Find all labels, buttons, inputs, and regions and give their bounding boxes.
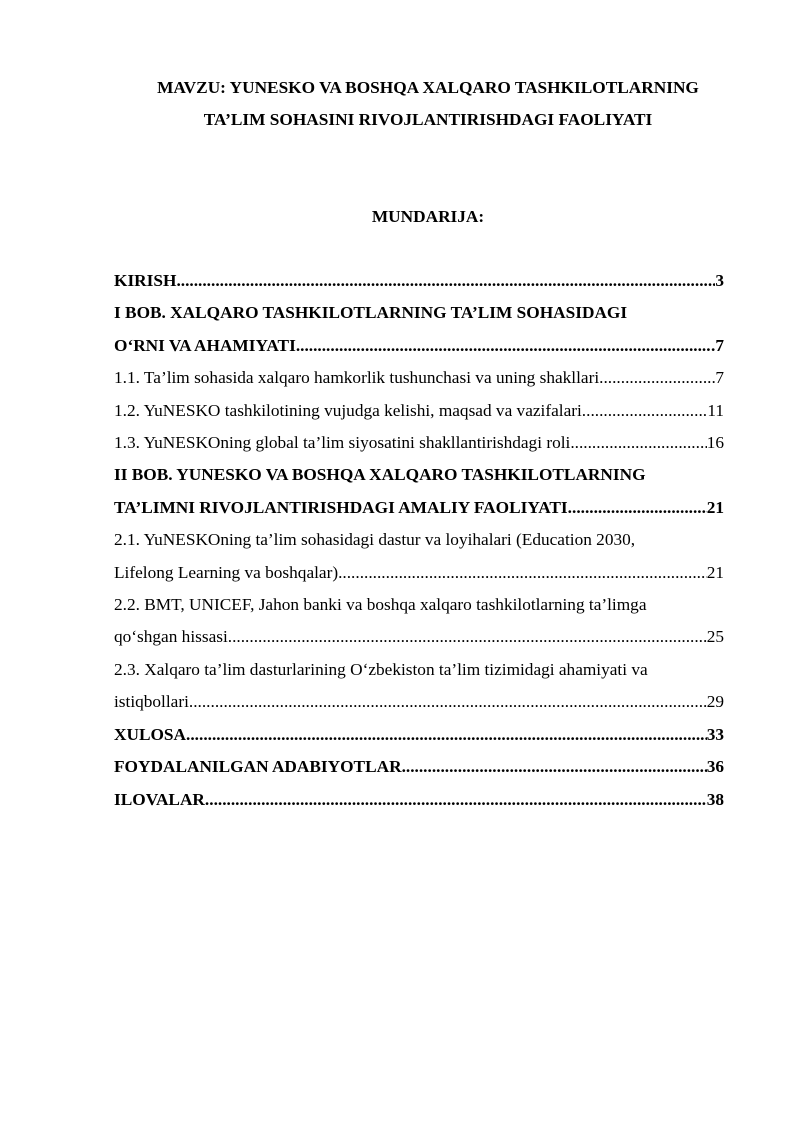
toc-page-number: .7 [711,335,724,355]
toc-page-number: 21 [706,497,724,517]
toc-entry-title-continued: O‘RNI VA AHAMIYATI [114,335,296,355]
toc-heading: MUNDARIJA: [371,207,485,226]
toc-leader-dots [228,621,707,653]
toc-entry-2-3[interactable] [114,654,724,719]
toc-leader-dots [338,557,707,589]
toc-entry-title: 2.2. BMT, UNICEF, Jahon banki va boshqa xalqaro tashkilotlarning ta’limga [114,595,647,615]
toc-entry-title: 1.2. YuNESKO tashkilotining vujudga kelishi, maqsad va vazifalari [114,400,582,420]
toc-entry-title: II BOB. YUNESKO VA BOSHQA XALQARO TASHKILOTLARNING [114,465,646,485]
toc-leader-dots [176,265,715,297]
toc-entry-title: FOYDALANILGAN ADABIYOTLAR [114,757,402,777]
document-title [100,72,756,136]
toc-entry-kirish[interactable] [114,265,724,297]
toc-leader-dots [568,492,707,524]
toc-entry-title-continued: istiqbollari [114,692,189,712]
toc-leader-dots [570,427,706,459]
toc-entry-chapter-1[interactable] [114,297,724,362]
toc-entry-title-continued: qo‘shgan hissasi [114,627,228,647]
toc-leader-dots [582,395,708,427]
title-line-2: TA’LIM SOHASINI RIVOJLANTIRISHDAGI FAOLIYATI [203,110,653,129]
toc-entry-title-continued: TA’LIMNI RIVOJLANTIRISHDAGI AMALIY FAOLIYATI [114,497,568,517]
title-line-1: MAVZU: YUNESKO VA BOSHQA XALQARO TASHKILOTLARNING [157,78,699,97]
toc-entry-title: I BOB. XALQARO TASHKILOTLARNING TA’LIM SOHASIDAGI [114,303,628,323]
toc-page-number: 29 [706,692,724,712]
toc-entry-title: 2.3. Xalqaro ta’lim dasturlarining O‘zbekiston ta’lim tizimidagi ahamiyati va [114,659,648,679]
toc-leader-dots [599,362,715,394]
toc-entry-ilovalar[interactable] [114,784,724,816]
toc-entry-1-3[interactable] [114,427,724,459]
toc-page-number: 16 [706,433,724,453]
toc-entry-chapter-2[interactable] [114,459,724,524]
toc-leader-dots [189,686,707,718]
toc-page-number: 33 [706,724,724,744]
toc-entry-title: 1.3. YuNESKOning global ta’lim siyosatini shakllantirishdagi roli [114,433,571,453]
toc-leader-dots [186,719,707,751]
toc-page-number: 3 [715,271,724,290]
toc-entry-title: 1.1. Ta’lim sohasida xalqaro hamkorlik tushunchasi va uning shakllari [114,368,600,388]
toc-entry-title: ILOVALAR [114,789,205,809]
toc-page-number: 36 [706,757,724,777]
toc-page-number: 11 [707,400,724,420]
toc-entry-adabiyotlar[interactable] [114,751,724,783]
toc-page-number: 38 [706,789,724,809]
toc-entry-title-continued: Lifelong Learning va boshqalar) [114,562,339,582]
toc-entry-2-2[interactable] [114,589,724,654]
toc-entry-1-2[interactable] [114,395,724,427]
toc-leader-dots [402,751,707,783]
toc-leader-dots [205,784,707,816]
toc-page-number: 25 [706,627,724,647]
toc-page-number: 7 [715,368,724,388]
toc-entry-2-1[interactable] [114,524,724,589]
toc-page-number: 21 [706,562,724,582]
toc-entry-title: KIRISH [114,271,177,290]
table-of-contents [114,265,724,816]
toc-entry-title: 2.1. YuNESKOning ta’lim sohasidagi dastur va loyihalari (Education 2030, [114,530,636,550]
toc-leader-dots [296,330,711,362]
toc-entry-title: XULOSA [114,724,187,744]
toc-entry-1-1[interactable] [114,362,724,394]
toc-entry-xulosa[interactable] [114,719,724,751]
